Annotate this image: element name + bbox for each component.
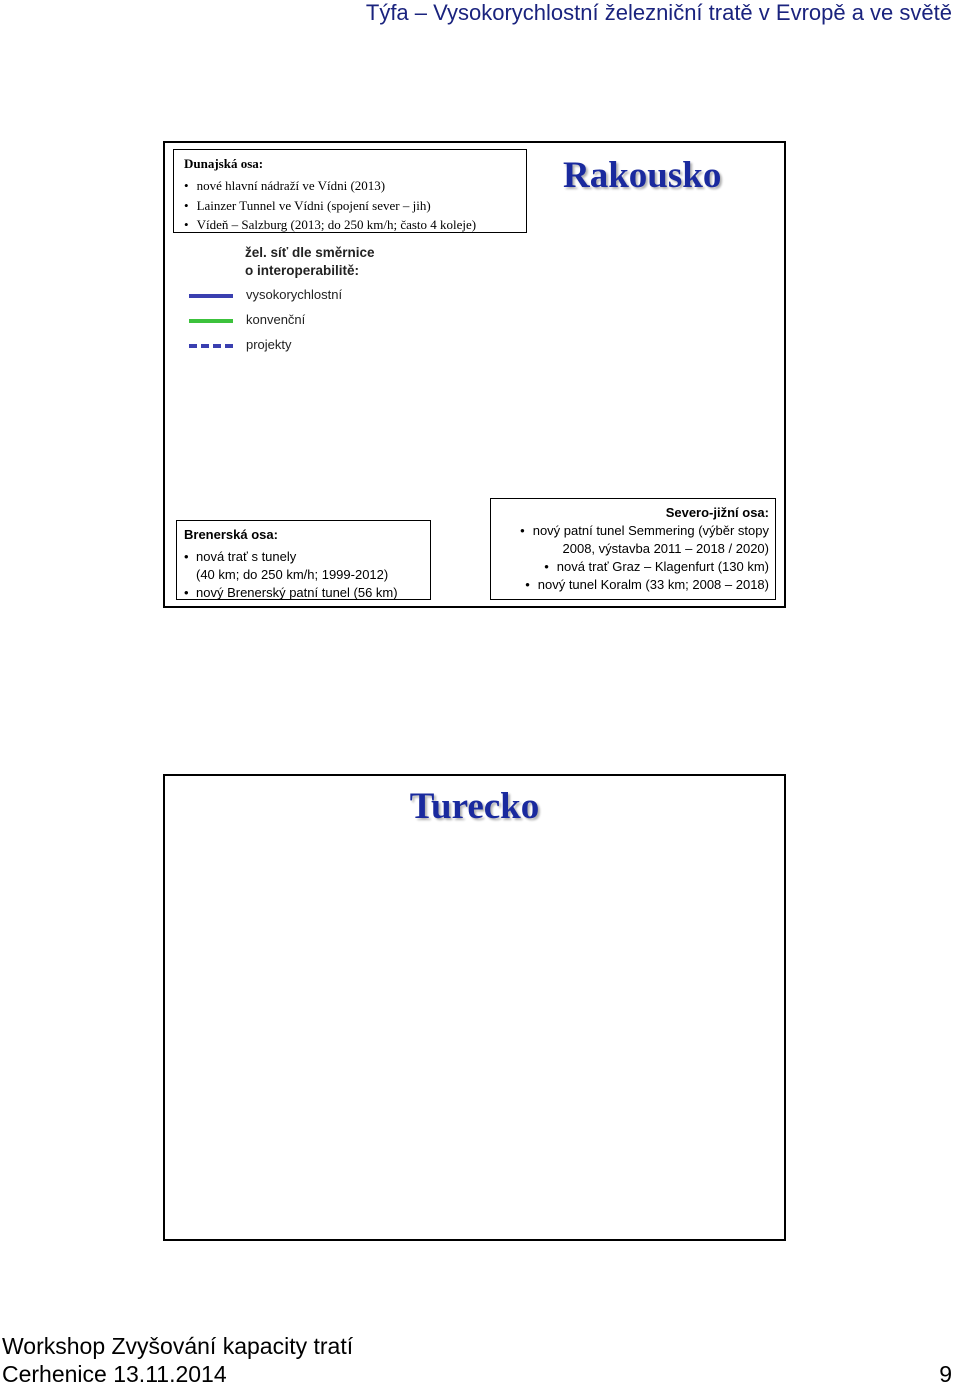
document-header-title: Týfa – Vysokorychlostní železniční tratě v Evropě a ve světě (365, 0, 952, 25)
north-south-list (497, 522, 769, 594)
footer-location-date: Cerhenice 13.11.2014 (2, 1361, 227, 1387)
slide-title-turecko: Turecko (409, 786, 540, 827)
legend-solid-green-line (189, 319, 233, 323)
list-item: • nová trať Graz – Klagenfurt (130 km) (497, 558, 769, 576)
legend-label: projekty (246, 337, 292, 352)
list-item: • Lainzer Tunnel ve Vídni (spojení sever – jih) (184, 196, 518, 216)
north-south-axis-box (490, 498, 776, 600)
legend-solid-blue-line (189, 294, 233, 298)
list-item: • Vídeň – Salzburg (2013; do 250 km/h; často 4 koleje) (184, 215, 518, 235)
list-item-continuation: 2008, výstavba 2011 – 2018 / 2020) (562, 541, 769, 556)
legend-label: vysokorychlostní (246, 287, 343, 302)
list-item: • nový patní tunel Semmering (výběr stopy (497, 522, 769, 540)
danube-list (184, 176, 518, 235)
list-item: • nový Brenerský patní tunel (56 km) (184, 584, 423, 602)
page-number: 9 (939, 1361, 952, 1387)
list-item: • nové hlavní nádraží ve Vídni (2013) (184, 176, 518, 196)
slide-turecko (163, 774, 786, 1241)
list-item-line: nová trať s tunely (196, 549, 297, 564)
north-south-heading: Severo-jižní osa: (665, 505, 769, 520)
slide-title-rakousko: Rakousko (563, 155, 722, 196)
danube-heading: Dunajská osa: (184, 156, 264, 171)
slide-rakousko (163, 141, 786, 608)
legend-title (245, 244, 375, 280)
footer-workshop-name: Workshop Zvyšování kapacity tratí (2, 1333, 354, 1359)
brenner-heading: Brenerská osa: (184, 527, 278, 542)
brenner-list (184, 548, 423, 602)
list-item (184, 548, 423, 584)
legend-title-line1: žel. síť dle směrnice (245, 245, 375, 260)
legend-label: konvenční (246, 312, 306, 327)
brenner-axis-box (176, 520, 431, 600)
legend-title-line2: o interoperabilitě: (245, 263, 360, 278)
list-item: • nový tunel Koralm (33 km; 2008 – 2018) (497, 576, 769, 594)
list-item-line: (40 km; do 250 km/h; 1999-2012) (196, 567, 389, 582)
danube-axis-box (173, 149, 527, 233)
legend-dashed-blue-line (189, 344, 233, 348)
